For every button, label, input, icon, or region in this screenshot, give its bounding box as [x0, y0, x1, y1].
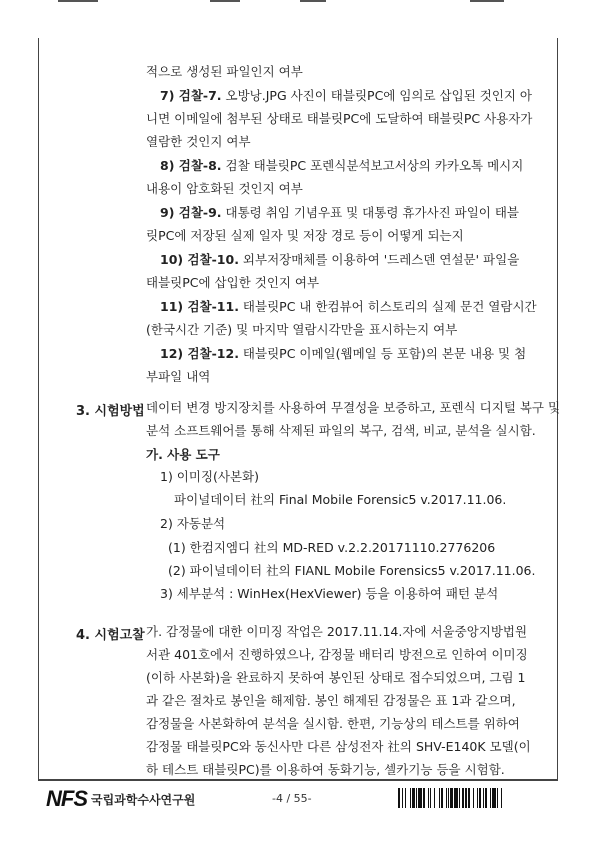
list-item-11 — [160, 299, 537, 315]
section-3-text: 분석 소프트웨어를 통해 삭제된 파일의 복구, 검색, 비교, 분석을 실시함. — [146, 423, 536, 438]
top-edge-fragments — [0, 0, 600, 12]
list-line: 릿PC에 저장된 실제 일자 및 저장 경로 등이 어떻게 되는지 — [146, 228, 464, 243]
list-line: 내용이 암호화된 것인지 여부 — [146, 181, 303, 196]
nfs-logo — [46, 786, 195, 812]
list-line: 열람한 것인지 여부 — [146, 134, 251, 149]
page-number: -4 / 55- — [272, 792, 312, 805]
section-4-text: 감정물을 사본화하여 분석을 실시함. 한편, 기능상의 테스트를 위하여 — [146, 716, 520, 731]
tool-line: (2) 파이널데이터 社의 FIANL Mobile Forensics5 v.2017.11.06. — [168, 563, 536, 578]
logo-mark: NFS — [46, 786, 87, 811]
list-item-10 — [160, 252, 519, 268]
section-3-heading: 3. 시험방법 — [76, 404, 145, 419]
list-item-12 — [160, 346, 526, 362]
section-4-heading: 4. 시험고찰 — [76, 628, 145, 643]
item-text: 오방낭.JPG 사진이 태블릿PC에 임의로 삽입된 것인지 아 — [221, 88, 533, 103]
item-label: 11) 검찰-11. — [160, 299, 239, 314]
section-3-subheading: 가. 사용 도구 — [146, 447, 220, 462]
logo-text: 국립과학수사연구원 — [91, 792, 196, 807]
section-4-text: 감정물 태블릿PC와 동신사만 다른 삼성전자 社의 SHV-E140K 모델(이 — [146, 739, 531, 754]
item-text: 검찰 태블릿PC 포렌식분석보고서상의 카카오톡 메시지 — [221, 158, 524, 173]
tool-line: 3) 세부분석 : WinHex(HexViewer) 등을 이용하여 패턴 분석 — [160, 586, 499, 601]
item-text: 태블릿PC 이메일(웹메일 등 포함)의 본문 내용 및 첨 — [238, 346, 527, 361]
barcode-icon — [398, 788, 558, 808]
section-3-text: 데이터 변경 방지장치를 사용하여 무결성을 보증하고, 포렌식 디지털 복구 및 — [146, 400, 561, 415]
tool-line: 파이널데이터 社의 Final Mobile Forensic5 v.2017.11.06. — [174, 492, 507, 507]
footer-rule — [38, 780, 558, 781]
section-4-text: 과 같은 절차로 봉인을 해제함. 봉인 해제된 감정물은 표 1과 같으며, — [146, 693, 516, 708]
tool-line: (1) 한컴지엠디 社의 MD-RED v.2.2.20171110.2776206 — [168, 540, 496, 555]
list-line: (한국시간 기준) 및 마지막 열람시각만을 표시하는지 여부 — [146, 322, 458, 337]
item-label: 10) 검찰-10. — [160, 252, 239, 267]
item-label: 12) 검찰-12. — [160, 346, 239, 361]
tool-line: 1) 이미징(사본화) — [160, 469, 260, 484]
item-label: 8) 검찰-8. — [160, 158, 222, 173]
list-item-9 — [160, 205, 519, 221]
tool-line: 2) 자동분석 — [160, 516, 226, 531]
list-line: 적으로 생성된 파일인지 여부 — [146, 64, 303, 79]
section-4-text: (이하 사본화)을 완료하지 못하여 봉인된 상태로 접수되었으며, 그림 1 — [146, 670, 526, 685]
list-line: 니면 이메일에 첨부된 상태로 태블릿PC에 도달하여 태블릿PC 사용자가 — [146, 111, 533, 126]
item-text: 대통령 취임 기념우표 및 대통령 휴가사진 파일이 태블 — [221, 205, 519, 220]
list-line: 부파일 내역 — [146, 369, 211, 384]
item-text: 태블릿PC 내 한컴뷰어 히스토리의 실제 문건 열람시간 — [238, 299, 537, 314]
section-4-text: 가. 감정물에 대한 이미징 작업은 2017.11.14.자에 서울중앙지방법원 — [146, 624, 528, 639]
list-line: 태블릿PC에 삽입한 것인지 여부 — [146, 275, 320, 290]
list-item-7 — [160, 88, 532, 104]
section-4-text: 하 테스트 태블릿PC)를 이용하여 동화기능, 셀카기능 등을 시험함. — [146, 762, 505, 777]
item-label: 9) 검찰-9. — [160, 205, 222, 220]
item-text: 외부저장매체를 이용하여 '드레스덴 연설문' 파일을 — [238, 252, 520, 267]
item-label: 7) 검찰-7. — [160, 88, 222, 103]
section-4-text: 서관 401호에서 진행하였으나, 감정물 배터리 방전으로 인하여 이미징 — [146, 647, 528, 662]
list-item-8 — [160, 158, 523, 174]
